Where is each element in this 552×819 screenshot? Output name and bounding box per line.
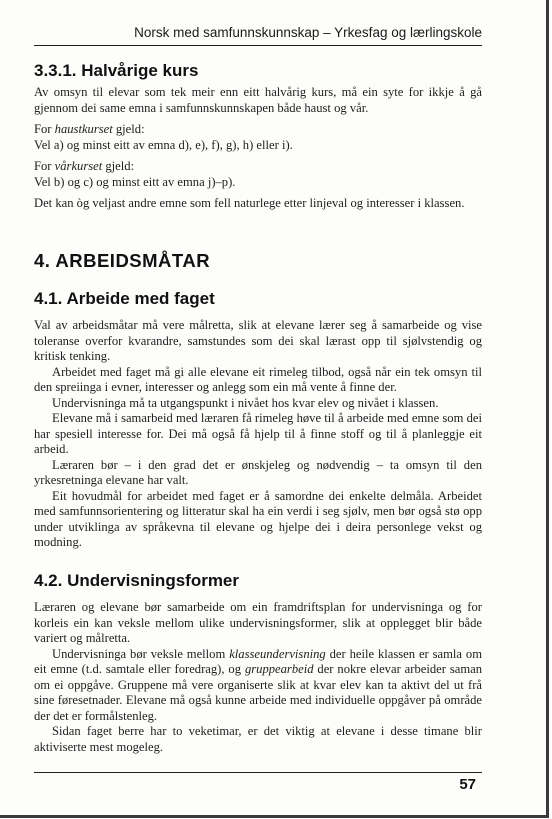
paragraph: Elevane må i samarbeid med læraren få rimeleg høve til å arbeide med emne som dei har spesiell interesse for. Dei må også få hjelp til å finne stoff og til å planleggje eit arbeid. xyxy=(34,411,482,456)
paragraph: Sidan faget berre har to veketimar, er det viktig at elevane i desse timane blir aktiviserte mest mogeleg. xyxy=(34,724,482,754)
paragraph: Det kan òg veljast andre emne som fell naturlege etter linjeval og interesser i klassen. xyxy=(34,196,465,210)
paragraph: Læraren og elevane bør samarbeide om ein framdriftsplan for undervisninga og for korleis ein kan veksle mellom ulike undervisningsformer, slik at opplegget blir både variert og målretta. xyxy=(34,600,482,645)
paragraph: Læraren bør – i den grad det er ønskjeleg og nødvendig – ta omsyn til den yrkesretninga elevane har valt. xyxy=(34,457,482,487)
paragraph: Av omsyn til elevar som tek meir enn eitt halvårig kurs, må ein syte for ikkje å gå gjennom dei same emna i samfunnskunnskapen både haust og vår. xyxy=(34,85,482,115)
paragraph: Arbeidet med faget må gi alle elevane eit rimeleg tilbod, også når ein tek omsyn til den spreiinga i evner, interesser og anlegg som ein må vente å finne der. xyxy=(34,364,482,394)
running-header: Norsk med samfunnskunnskap – Yrkesfag og lærlingskole xyxy=(134,25,482,40)
heading-4-1: 4.1. Arbeide med faget xyxy=(34,289,215,308)
section-4-1-body xyxy=(34,318,482,551)
paragraph-undervisningsformer: Undervisninga bør veksle mellom klasseundervisning der heile klassen er samla om eit emne (t.d. samtale eller foredrag), og gruppearbeid der nokre elevar arbeider saman om ei oppgåve. Gruppene må vere organiserte slik at kvar elev kan ta aktivt del ut frå sine føresetnader. Elevane må også kunne arbeide med individuelle oppgåver på område der det er formålstenleg. xyxy=(34,646,483,723)
paragraph-haustkurset: For haustkurset gjeld: xyxy=(34,122,145,136)
heading-3-3-1: 3.3.1. Halvårige kurs xyxy=(34,61,199,80)
section-4-2-body xyxy=(34,600,482,755)
paragraph: Vel a) og minst eitt av emna d), e), f), g), h) eller i). xyxy=(34,137,293,152)
heading-4: 4. ARBEIDSMÅTAR xyxy=(34,250,211,271)
header-rule xyxy=(34,45,482,46)
paragraph: Vel b) og c) og minst eitt av emna j)–p). xyxy=(34,174,236,189)
page-number: 57 xyxy=(459,776,476,793)
footer-rule xyxy=(34,772,482,773)
section-3-3-1-body xyxy=(34,85,482,212)
paragraph: Undervisninga må ta utgangspunkt i nivået hos kvar elev og nivået i klassen. xyxy=(52,395,439,410)
heading-4-2: 4.2. Undervisningsformer xyxy=(34,571,240,590)
paragraph: Eit hovudmål for arbeidet med faget er å samordne dei enkelte delmåla. Arbeidet med samfunnsorientering og litteratur skal ha ein verdi i seg sjølv, men bør også stø opp under utviklinga av språkevna til elevane og hjelpe dei i deira personlege vekst og modning. xyxy=(34,488,482,549)
paragraph-varkurset: For vårkurset gjeld: xyxy=(34,159,135,173)
paragraph: Val av arbeidsmåtar må vere målretta, slik at elevane lærer seg å samarbeide og vise toleranse overfor kvarandre, samstundes som dei skal lærast opp til sjølvstendig og kritisk tenking. xyxy=(34,318,482,363)
